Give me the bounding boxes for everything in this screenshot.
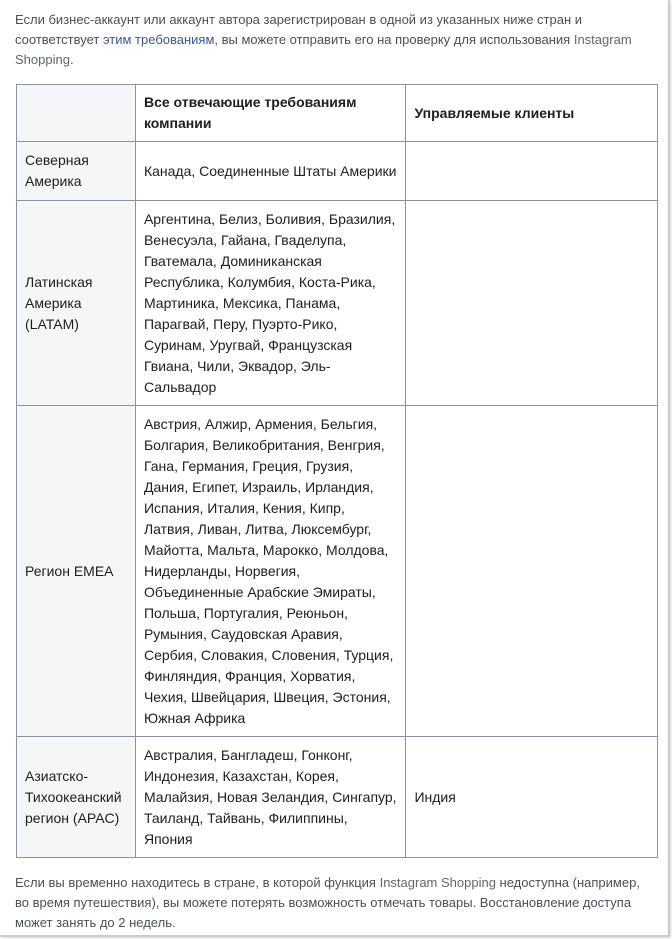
intro-text-middle: , вы можете отправить его на проверку для использования [214,32,574,47]
eligible-countries-cell: Австралия, Бангладеш, Гонконг, Индонезия, Казахстан, Корея, Малайзия, Новая Зеландия, Сингапур, Таиланд, Тайвань, Филиппины, Япония [135,737,406,858]
intro-brand-name: Instagram Shopping [15,32,632,67]
table-row [17,406,658,737]
region-cell: Латинская Америка (LATAM) [17,201,136,406]
region-cell: Регион EMEA [17,406,136,737]
outro-text-before: Если вы временно находитесь в стране, в которой функция [15,875,380,890]
intro-text-before: Если бизнес-аккаунт или аккаунт автора зарегистрирован в одной из указанных ниже стран и соответствует [15,12,583,47]
region-cell: Северная Америка [17,142,136,201]
header-region [17,85,136,142]
managed-clients-cell: Индия [406,737,658,858]
table-header-row [17,85,658,142]
header-eligible-businesses: Все отвечающие требованиям компании [135,85,406,142]
outro-brand-name: Instagram Shopping [379,875,496,890]
managed-clients-cell [406,201,658,406]
table-row [17,142,658,201]
managed-clients-cell [406,406,658,737]
eligible-countries-cell: Аргентина, Белиз, Боливия, Бразилия, Венесуэла, Гайана, Гваделупа, Гватемала, Доминиканская Республика, Колумбия, Коста-Рика, Мартиника, Мексика, Панама, Парагвай, Перу, Пуэрто-Рико, Суринам, Уругвай, Французская Гвиана, Чили, Эквадор, Эль-Сальвадор [135,201,406,406]
eligible-countries-cell: Канада, Соединенные Штаты Америки [135,142,406,201]
table-row [17,737,658,858]
requirements-link[interactable]: этим требованиям [102,32,215,47]
header-managed-clients: Управляемые клиенты [406,85,658,142]
intro-paragraph [15,10,655,70]
intro-text-after: . [69,52,74,67]
region-cell: Азиатско-Тихоокеанский регион (APAC) [17,737,136,858]
eligibility-table [16,84,658,858]
outro-paragraph [15,873,655,933]
table-row [17,201,658,406]
outro-text-after: недоступна (например, во время путешествия), вы можете потерять возможность отмечать товары. Восстановление доступа может занять до 2 недель. [15,875,640,930]
eligible-countries-cell: Австрия, Алжир, Армения, Бельгия, Болгария, Великобритания, Венгрия, Гана, Германия, Греция, Грузия, Дания, Египет, Израиль, Ирландия, Испания, Италия, Кения, Кипр, Латвия, Ливан, Литва, Люксембург, Майотта, Мальта, Марокко, Молдова, Нидерланды, Норвегия, Объединенные Арабские Эмираты, Польша, Португалия, Реюньон, Румыния, Саудовская Аравия, Сербия, Словакия, Словения, Турция, Финляндия, Франция, Хорватия, Чехия, Швейцария, Швеция, Эстония, Южная Африка [135,406,406,737]
managed-clients-cell [406,142,658,201]
